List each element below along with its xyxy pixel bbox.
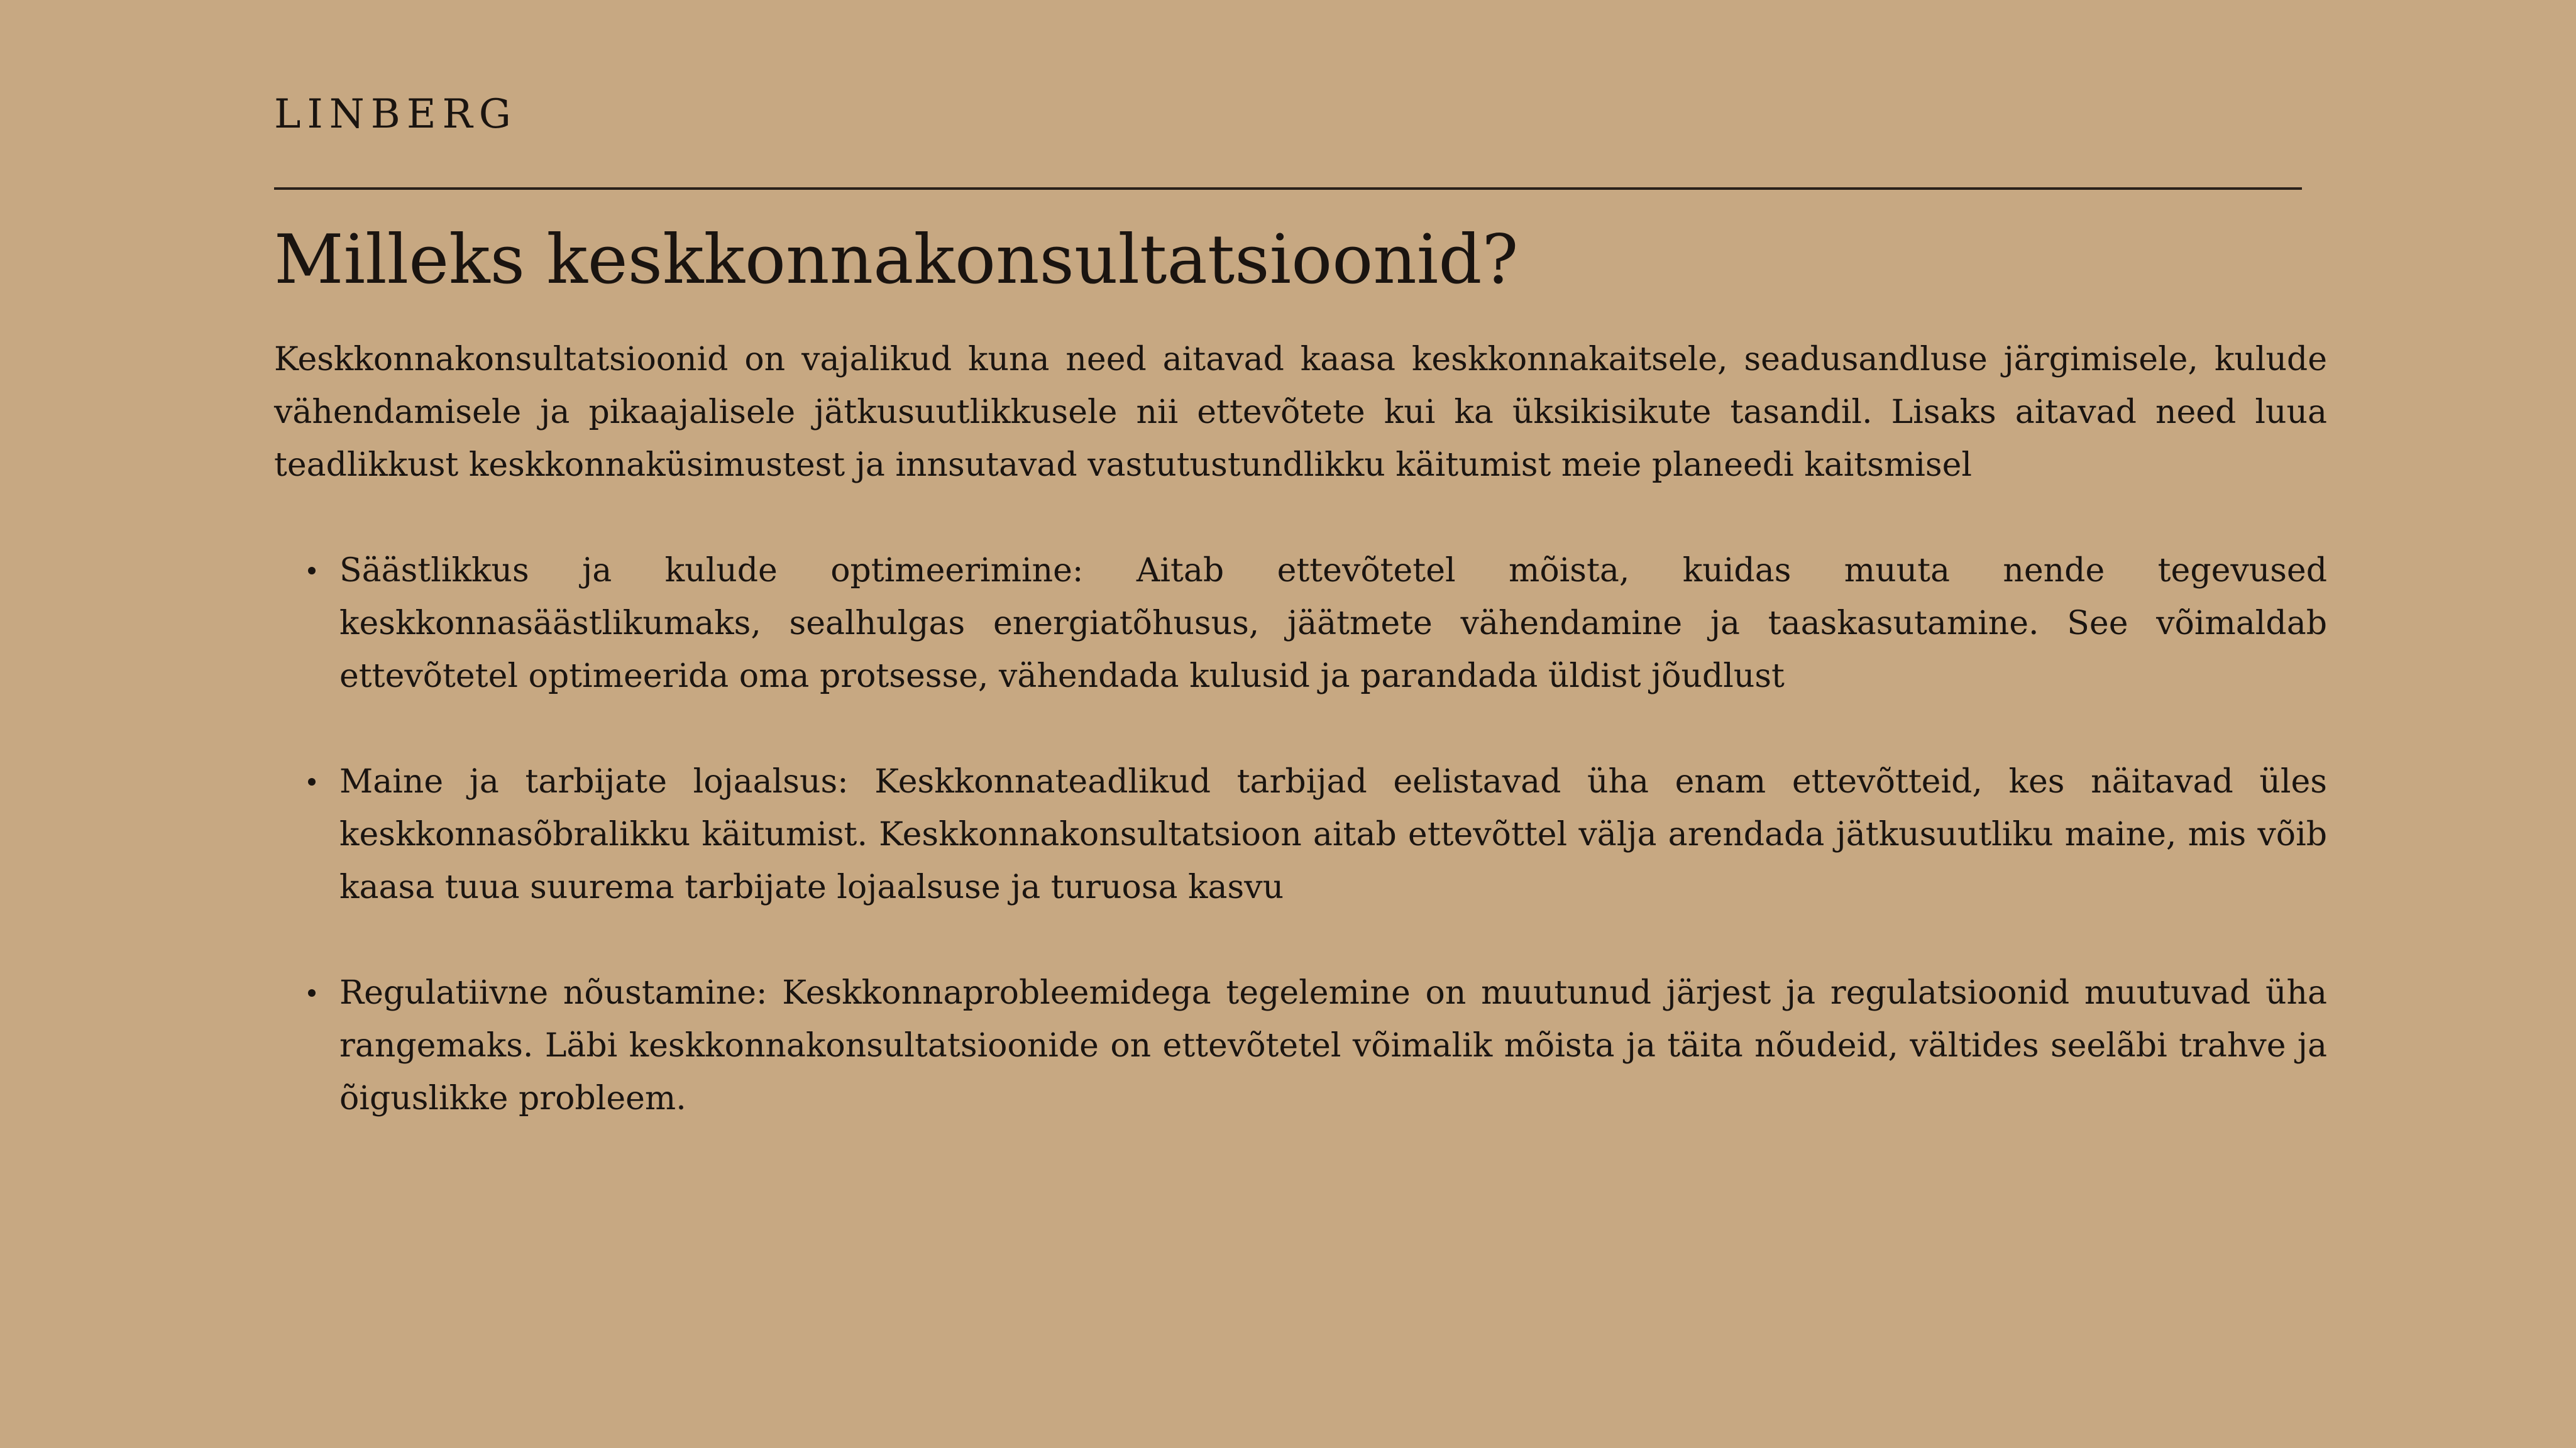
bullet-text: Maine ja tarbijate lojaalsus: Keskkonnateadlikud tarbijad eelistavad üha enam ettevõtteid, kes näitavad üles keskkonnasõbralikku käitumist. Keskkonnakonsultatsioon aitab ettevõttel välja arendada jätkusuutliku maine, mis võib kaasa tuua suurema tarbijate lojaalsuse ja turuosa kasvu	[339, 763, 2327, 906]
header-divider	[274, 187, 2302, 190]
bullet-item	[339, 544, 2327, 703]
bullet-dot-icon	[308, 778, 316, 786]
intro-paragraph: Keskkonnakonsultatsioonid on vajalikud kuna need aitavad kaasa keskkonnakaitsele, seadusandluse järgimisele, kulude vähendamisele ja pikaajalisele jätkusuutlikkusele nii ettevõtete kui ka üksikisikute tasandil. Lisaks aitavad need luua teadlikkust keskkonnaküsimustest ja innsutavad vastutustundlikku käitumist meie planeedi kaitsmisel	[274, 341, 2327, 484]
content-body	[274, 333, 2327, 1178]
bullet-dot-icon	[308, 989, 316, 997]
brand-logo-text: LINBERG	[274, 91, 517, 138]
bullet-dot-icon	[308, 567, 316, 574]
bullet-text: Säästlikkus ja kulude optimeerimine: Aitab ettevõtetel mõista, kuidas muuta nende tegevused keskkonnasäästlikumaks, sealhulgas energiatõhusus, jäätmete vähendamine ja taaskasutamine. See võimaldab ettevõtetel optimeerida oma protsesse, vähendada kulusid ja parandada üldist jõudlust	[339, 552, 2327, 695]
bullet-list	[274, 544, 2327, 1125]
bullet-text: Regulatiivne nõustamine: Keskkonnaprobleemidega tegelemine on muutunud järjest ja regulatsioonid muutuvad üha rangemaks. Läbi keskkonnakonsultatsioonide on ettevõtetel võimalik mõista ja täita nõudeid, vältides seelãbi trahve ja õiguslikke probleem.	[339, 974, 2327, 1117]
bullet-item	[339, 755, 2327, 914]
bullet-item	[339, 967, 2327, 1125]
page-title: Milleks keskkonnakonsultatsioonid?	[274, 221, 1519, 299]
